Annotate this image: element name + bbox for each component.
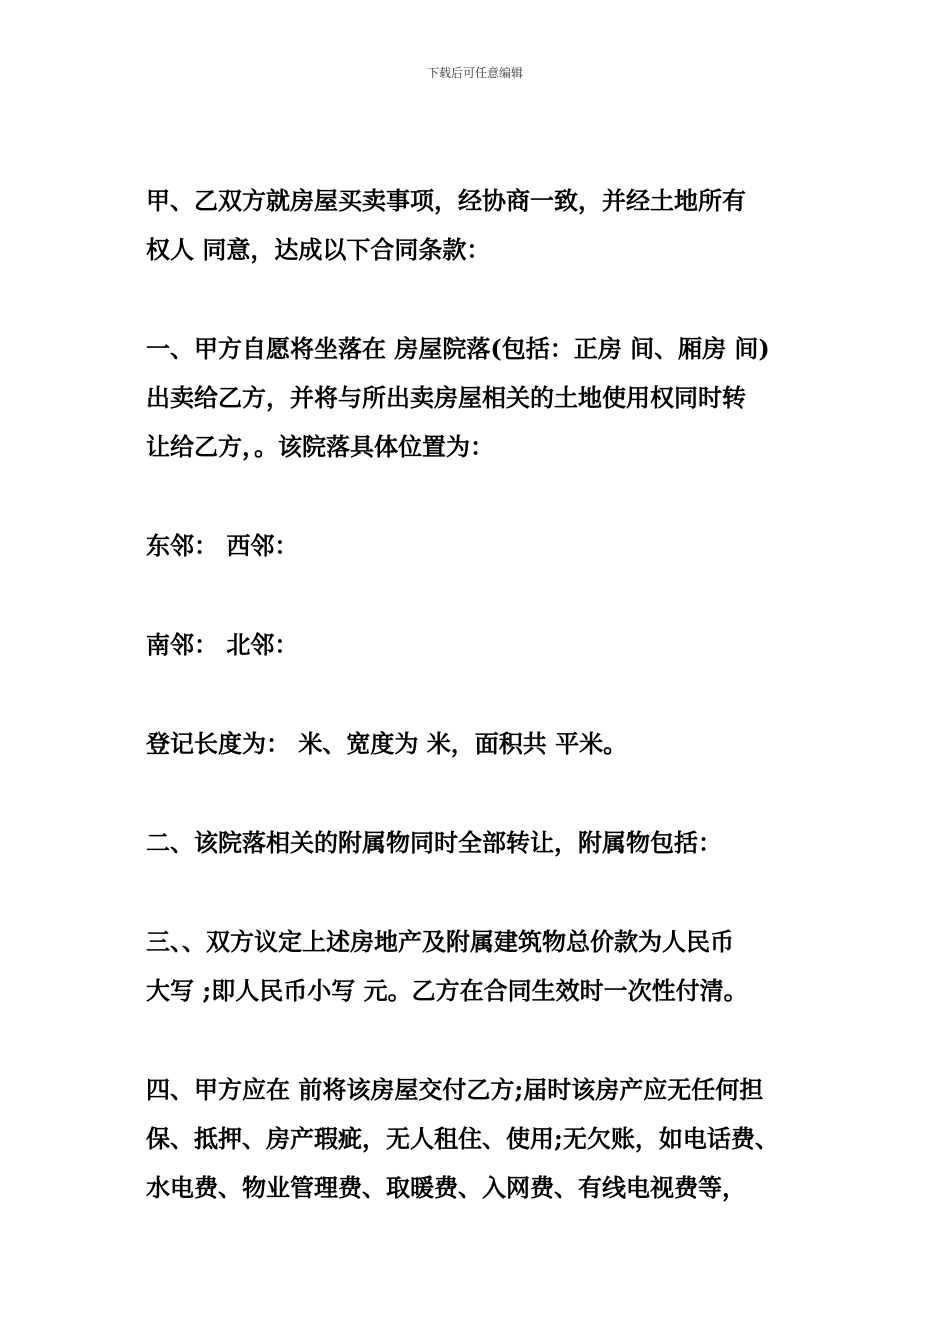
paragraph-dimensions (146, 719, 836, 768)
page-header: 下载后可任意编辑 (426, 66, 523, 80)
text-line: 出卖给乙方，并将与所出卖房屋相关的土地使用权同时转 (146, 383, 746, 412)
text-line: 让给乙方，。该院落具体位置为： (146, 432, 494, 461)
paragraph-east-west (146, 521, 836, 570)
paragraph-south-north (146, 620, 836, 669)
contract-body (146, 176, 836, 1212)
text-line: 三、、双方议定上述房地产及附属建筑物总价款为人民币 (146, 927, 734, 956)
text-line: 甲、乙双方就房屋买卖事项，经协商一致，并经土地所有 (146, 186, 746, 215)
paragraph-clause-3 (146, 917, 836, 1015)
paragraph-clause-1 (146, 324, 836, 471)
text-line: 保、抵押、房产瑕疵，无人租住、使用;无欠账，如电话费、 (146, 1124, 779, 1153)
text-line: 登记长度为： 米、宽度为 米，面积共 平米。 (146, 729, 628, 758)
text-line: 大写 ;即人民币小写 元。乙方在合同生效时一次性付清。 (146, 976, 748, 1005)
text-line: 二、该院落相关的附属物同时全部转让，附属物包括： (146, 828, 722, 857)
text-line: 权人 同意，达成以下合同条款： (146, 235, 491, 264)
text-line: 一、甲方自愿将坐落在 房屋院落(包括：正房 间、厢房 间) (146, 334, 770, 363)
paragraph-clause-2 (146, 818, 836, 867)
paragraph-intro (146, 176, 836, 274)
text-line: 水电费、物业管理费、取暖费、入网费、有线电视费等， (146, 1173, 746, 1202)
text-line: 南邻： 北邻： (146, 630, 299, 659)
paragraph-clause-4 (146, 1065, 836, 1212)
text-line: 四、甲方应在 前将该房屋交付乙方;届时该房产应无任何担 (146, 1075, 764, 1104)
text-line: 东邻： 西邻： (146, 531, 299, 560)
